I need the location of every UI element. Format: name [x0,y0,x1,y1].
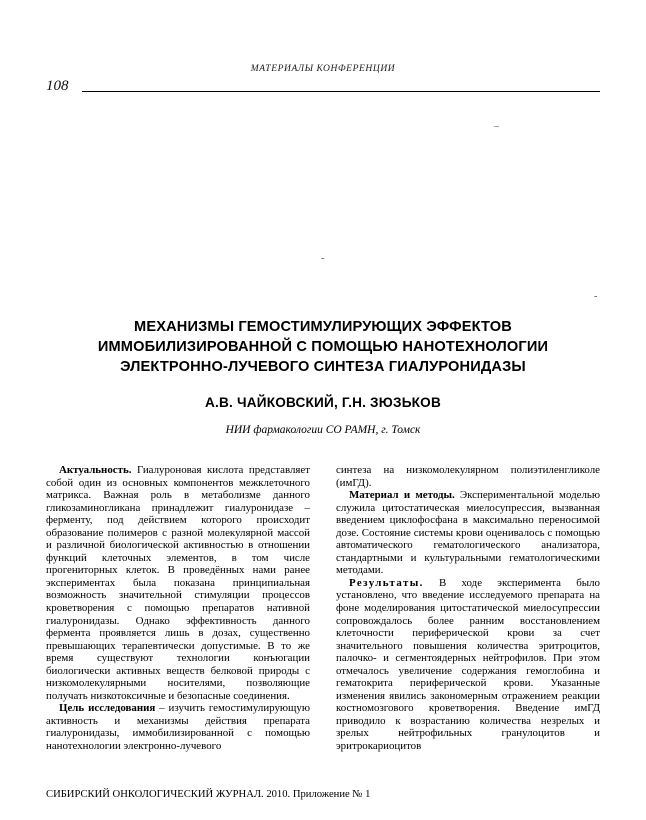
page-number: 108 [46,78,69,94]
paragraph [336,577,600,753]
running-head: МАТЕРИАЛЫ КОНФЕРЕНЦИИ [250,64,396,74]
paragraph-text: Экспериментальной моделью служила цитостатическая миелосупрессия, вызванная введением циклофосфана в максимально переносимой дозе. Состояние системы крови оценивалось с помощью автоматического гематологического анализатора, стандартными и культуральными гематологическими методами. [336,489,600,577]
paragraph-lead: Цель исследования [59,702,156,715]
scan-artifact-2: - [321,253,325,264]
paragraph-lead: Результаты. [349,576,424,589]
paragraph [336,489,600,577]
article-title: МЕХАНИЗМЫ ГЕМОСТИМУЛИРУЮЩИХ ЭФФЕКТОВ ИММОБИЛИЗИРОВАННОЙ С ПОМОЩЬЮ НАНОТЕХНОЛОГИИ ЭЛЕКТРОННО-ЛУЧЕВОГО СИНТЕЗА ГИАЛУРОНИДАЗЫ [97,319,549,375]
column-left [46,464,310,753]
column-right [336,464,600,753]
article-affiliation: НИИ фармакологии СО РАМН, г. Томск [225,424,421,436]
paragraph-text: В ходе эксперимента было установлено, что введение исследуемого препарата на фоне моделирования цитостатической миелосупрессии сопровождалось более ранним восстановлением клеточности периферической крови за счет значительного повышения количества эритроцитов, палочко- и сегментоядерных нейтрофилов. При этом отмечалось увеличение содержания гемоглобина и гематокрита периферической крови. Указанные изменения явились закономерным отражением реакции костномозгового кроветворения. Введение имГД приводило к возрастанию количества незрелых и зрелых нейтрофильных гранулоцитов и эритрокариоцитов [336,576,600,753]
page-footer: СИБИРСКИЙ ОНКОЛОГИЧЕСКИЙ ЖУРНАЛ. 2010. Приложение № 1 [46,789,371,800]
title-block [46,317,600,436]
body-columns [46,464,600,753]
scan-artifact-1: – [494,121,499,132]
paragraph [336,464,600,489]
scan-artifact-3: - [594,291,598,302]
header-rule [82,91,600,92]
paragraph-text: – изучить гемостимулирующую активность и механизмы действия препарата гиалуронидазы, иммобилизированной с помощью нанотехнологии электронно-лучевого [46,702,310,753]
paragraph-lead: Материал и методы. [349,489,455,502]
paragraph-text: Гиалуроновая кислота представляет собой один из основных компонентов межклеточного матрикса. Важная роль в метаболизме данного гликозаминогликана принадлежит гиалуронидазе – ферменту, под действием которого происходит образование полимеров с разной молекулярной массой и различной биологической активностью в отношении функций клеточных элементов, в том числе прогениторных клеток. В проведённых нами ранее экспериментах была показана принципиальная возможность значительной стимуляции процессов кроветворения с помощью препаратов нативной гиалуронидазы. Однако эффективность данного фермента проявляется лишь в дозах, существенно превышающих терапевтически допустимые. В то же время существуют технологии конъюгации биологически активных веществ белковой природы с низкомолекулярными носителями, позволяющие получать низкотоксичные и безопасные соединения. [46,464,310,702]
paragraph [46,702,310,752]
paragraph-lead: Актуальность. [59,464,132,476]
paragraph-text: синтеза на низкомолекулярном полиэтиленгликоле (имГД). [336,464,600,489]
paragraph [46,464,310,702]
article-authors: А.В. ЧАЙКОВСКИЙ, Г.Н. ЗЮЗЬКОВ [205,395,441,410]
